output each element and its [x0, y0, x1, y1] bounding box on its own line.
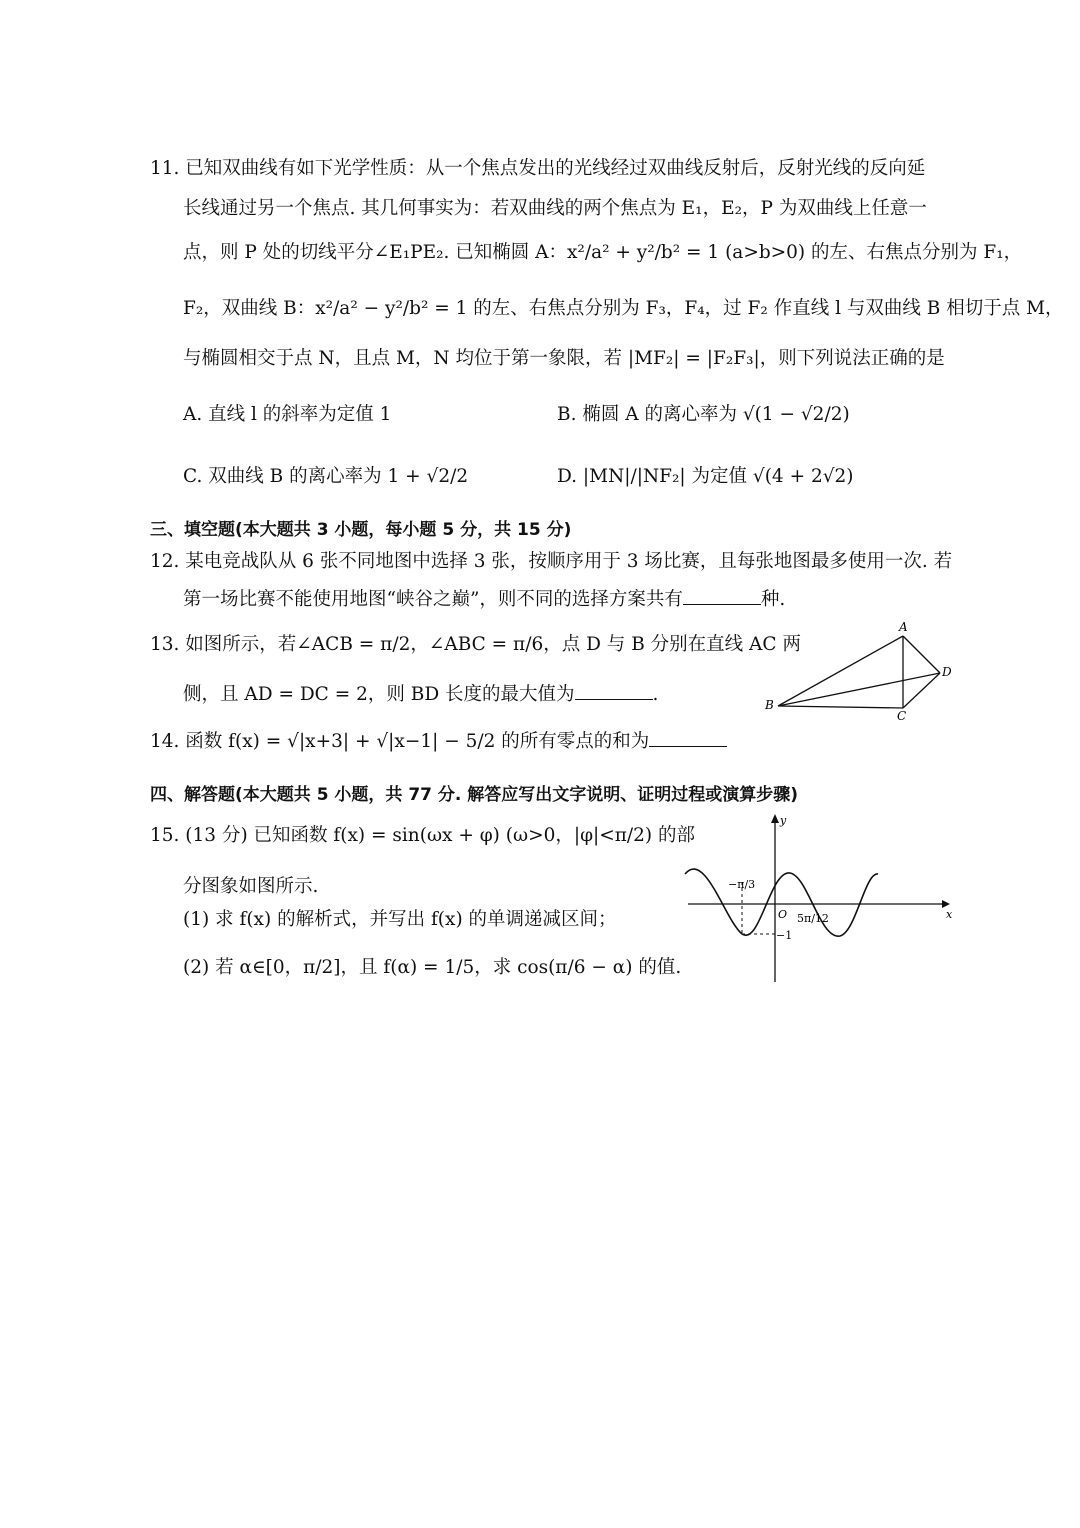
- q13-answer-blank: [575, 685, 653, 700]
- segment-ba: [778, 636, 903, 706]
- q11-line-1: 11. 已知双曲线有如下光学性质：从一个焦点发出的光线经过双曲线反射后，反射光线的反向延: [150, 158, 926, 179]
- q12-line-2: [183, 590, 785, 610]
- q13-line-2-text: 侧，且 AD = DC = 2，则 BD 长度的最大值为: [183, 684, 575, 705]
- section-3-heading: 三、填空题(本大题共 3 小题，每小题 5 分，共 15 分): [150, 520, 572, 540]
- q11-line-5: 与椭圆相交于点 N，且点 M，N 均位于第一象限，若 |MF₂| = |F₂F₃|，则下列说法正确的是: [183, 348, 945, 369]
- label-origin: O: [778, 908, 788, 921]
- q15-line-2: 分图象如图所示.: [183, 876, 319, 897]
- q11-option-d: D. |MN|/|NF₂| 为定值 √(4 + 2√2): [557, 466, 854, 487]
- q13-line-2: [183, 685, 658, 705]
- q12-line-1: 12. 某电竞战队从 6 张不同地图中选择 3 张，按顺序用于 3 场比赛，且每张地图最多使用一次. 若: [150, 551, 953, 572]
- sine-curve: [685, 869, 878, 936]
- q14-text: 14. 函数 f(x) = √|x+3| + √|x−1| − 5/2 的所有零点的和为: [150, 731, 650, 752]
- label-b: B: [765, 698, 774, 712]
- q11-option-a: A. 直线 l 的斜率为定值 1: [183, 404, 392, 425]
- segment-bd: [778, 673, 940, 706]
- label-y: y: [780, 814, 787, 827]
- q12-line-2-end: 种.: [760, 589, 786, 610]
- q11-line-4: F₂，双曲线 B：x²/a² − y²/b² = 1 的左、右焦点分别为 F₃，F₄，过 F₂ 作直线 l 与双曲线 B 相切于点 M，: [183, 298, 1064, 319]
- segment-cd: [903, 673, 940, 708]
- q12-line-2-text: 第一场比赛不能使用地图“峡谷之巅”，则不同的选择方案共有: [183, 589, 683, 610]
- q15-line-1: 15. (13 分) 已知函数 f(x) = sin(ωx + φ) (ω>0，|φ|<π/2) 的部: [150, 825, 696, 846]
- label-neg-one: −1: [776, 929, 793, 942]
- q14-answer-blank: [649, 732, 727, 747]
- q11-line-3: 点，则 P 处的切线平分∠E₁PE₂. 已知椭圆 A：x²/a² + y²/b² = 1 (a>b>0) 的左、右焦点分别为 F₁，: [183, 242, 1023, 263]
- label-d: D: [942, 665, 952, 679]
- q13-line-2-end: .: [652, 684, 659, 705]
- q12-answer-blank: [683, 590, 761, 605]
- q15-line-4: (2) 若 α∈[0，π/2]，且 f(α) = 1/5，求 cos(π/6 − α) 的值.: [183, 957, 682, 978]
- q13-line-1: 13. 如图所示，若∠ACB = π/2，∠ABC = π/6，点 D 与 B 分别在直线 AC 两: [150, 634, 801, 655]
- q14-line: [150, 732, 727, 752]
- label-neg-pi-3: −π/3: [728, 878, 756, 891]
- q15-sine-graph: [680, 810, 960, 990]
- q15-line-3: (1) 求 f(x) 的解析式，并写出 f(x) 的单调递减区间；: [183, 909, 617, 930]
- x-axis-arrow: [942, 900, 950, 908]
- segment-ad: [903, 636, 940, 673]
- section-4-heading: 四、解答题(本大题共 5 小题，共 77 分. 解答应写出文字说明、证明过程或演算步骤): [150, 785, 799, 805]
- y-axis-arrow: [771, 814, 779, 823]
- segment-bc: [778, 706, 903, 708]
- q13-triangle-figure: [760, 618, 960, 728]
- label-c: C: [897, 709, 907, 723]
- label-x: x: [946, 908, 953, 921]
- q11-option-b: B. 椭圆 A 的离心率为 √(1 − √2/2): [557, 404, 850, 425]
- q11-line-2: 长线通过另一个焦点. 其几何事实为：若双曲线的两个焦点为 E₁，E₂，P 为双曲线上任意一: [183, 198, 927, 219]
- label-a: A: [899, 620, 908, 634]
- q11-option-c: C. 双曲线 B 的离心率为 1 + √2/2: [183, 466, 469, 487]
- label-5pi-12: 5π/12: [797, 912, 829, 925]
